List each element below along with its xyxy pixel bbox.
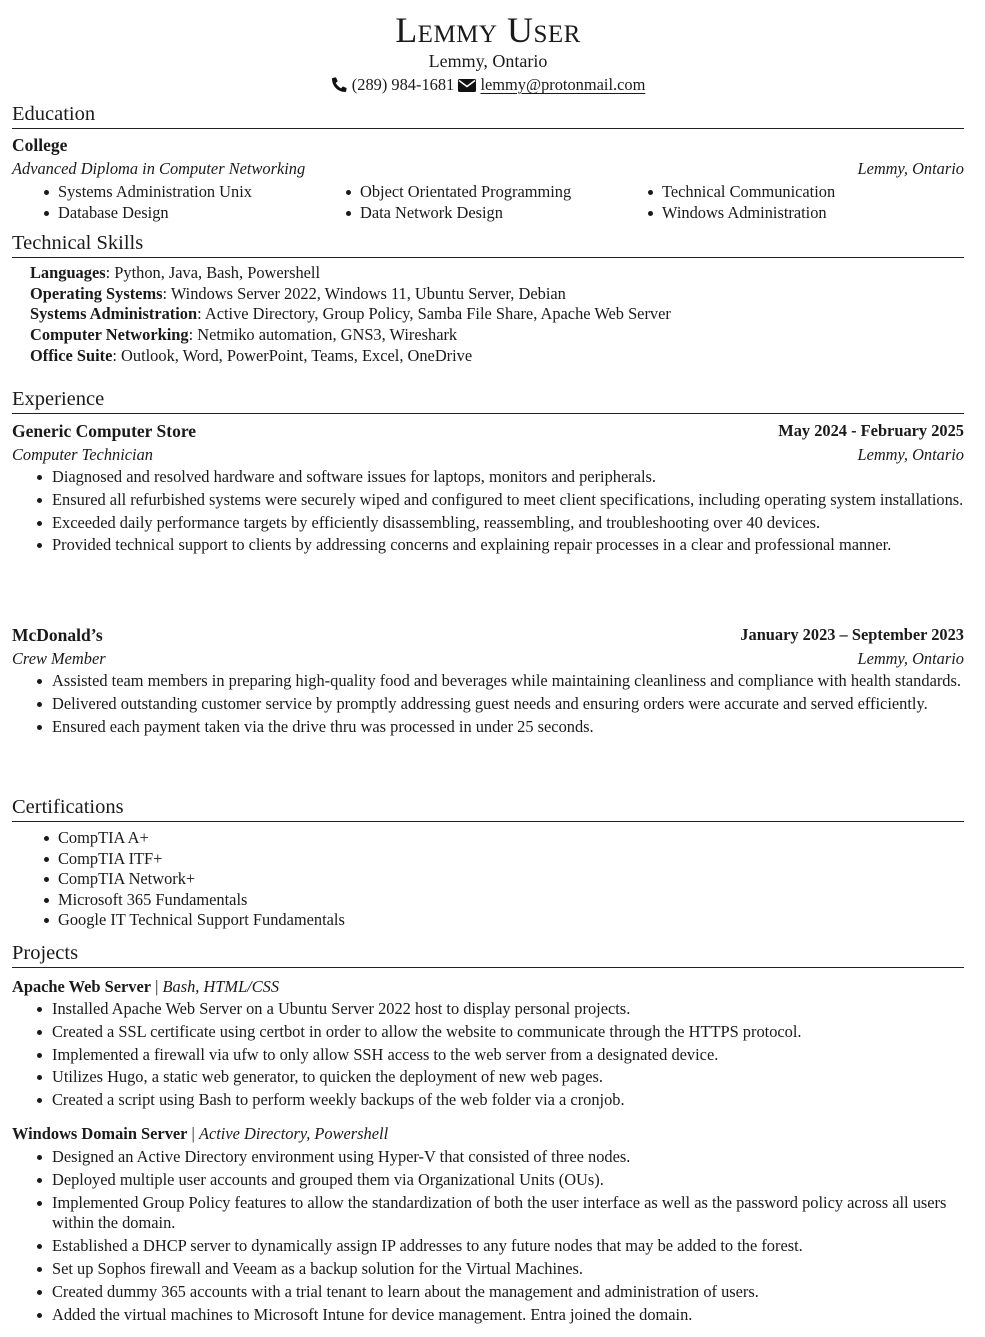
job-dates: May 2024 - February 2025 bbox=[778, 421, 964, 440]
list-item: Established a DHCP server to dynamically assign IP addresses to any future nodes that may be added to the forest. bbox=[52, 1236, 964, 1257]
envelope-icon bbox=[458, 75, 476, 94]
list-item: Designed an Active Directory environment using Hyper-V that consisted of three nodes. bbox=[52, 1147, 964, 1168]
list-item: Implemented Group Policy features to allow the standardization of both the user interface as well as the password policy across all users within the domain. bbox=[52, 1193, 964, 1235]
skill-label: Operating Systems bbox=[30, 283, 163, 303]
school-name: College bbox=[12, 135, 68, 155]
email-link[interactable]: lemmy@protonmail.com bbox=[480, 75, 646, 94]
job-dates: January 2023 – September 2023 bbox=[740, 625, 964, 644]
list-item: Created dummy 365 accounts with a trial tenant to learn about the management and administration of users. bbox=[52, 1282, 964, 1303]
project-separator: | bbox=[151, 977, 163, 996]
list-item: Created a script using Bash to perform weekly backups of the web folder via a cronjob. bbox=[52, 1090, 964, 1111]
course-item: Windows Administration bbox=[662, 203, 964, 224]
job-bullets bbox=[52, 467, 964, 558]
project-separator: | bbox=[187, 1124, 199, 1143]
project-name: Apache Web Server bbox=[12, 977, 151, 996]
skill-value: : Netmiko automation, GNS3, Wireshark bbox=[188, 325, 458, 345]
skill-value: : Active Directory, Group Policy, Samba File Share, Apache Web Server bbox=[197, 304, 671, 324]
course-item: Database Design bbox=[58, 203, 360, 224]
list-item: Implemented a firewall via ufw to only allow SSH access to the web server from a designated device. bbox=[52, 1045, 964, 1066]
project-name: Windows Domain Server bbox=[12, 1124, 188, 1143]
skill-label: Office Suite bbox=[30, 345, 113, 365]
skill-value: : Windows Server 2022, Windows 11, Ubuntu Server, Debian bbox=[162, 283, 566, 303]
job-subheader bbox=[12, 649, 964, 670]
skill-row bbox=[30, 325, 964, 346]
section-certifications: Certifications bbox=[12, 795, 964, 822]
list-item: CompTIA ITF+ bbox=[58, 849, 964, 870]
education-location: Lemmy, Ontario bbox=[857, 159, 964, 178]
certification-list bbox=[58, 828, 964, 931]
skill-value: : Outlook, Word, PowerPoint, Teams, Excel, OneDrive bbox=[112, 345, 473, 365]
list-item: Installed Apache Web Server on a Ubuntu Server 2022 host to display personal projects. bbox=[52, 999, 964, 1020]
list-item: Delivered outstanding customer service by promptly addressing guest needs and ensuring orders were accurate and served efficiently. bbox=[52, 694, 964, 715]
course-list bbox=[58, 182, 964, 224]
list-item: Diagnosed and resolved hardware and software issues for laptops, monitors and peripherals. bbox=[52, 467, 964, 488]
list-item: Set up Sophos firewall and Veeam as a backup solution for the Virtual Machines. bbox=[52, 1259, 964, 1280]
job-header bbox=[12, 421, 964, 442]
project-bullets bbox=[52, 1147, 964, 1327]
degree: Advanced Diploma in Computer Networking bbox=[12, 159, 306, 178]
list-item: CompTIA A+ bbox=[58, 828, 964, 849]
project-tech: Active Directory, Powershell bbox=[198, 1124, 389, 1143]
project-header bbox=[12, 1124, 964, 1145]
skill-row bbox=[30, 263, 964, 284]
section-technical-skills: Technical Skills bbox=[12, 231, 964, 258]
job-location: Lemmy, Ontario bbox=[857, 445, 964, 464]
list-item: Added the virtual machines to Microsoft Intune for device management. Entra joined the domain. bbox=[52, 1305, 964, 1326]
list-item: Utilizes Hugo, a static web generator, to quicken the deployment of new web pages. bbox=[52, 1067, 964, 1088]
resume-name: Lemmy User bbox=[395, 10, 581, 50]
skill-label: Systems Administration bbox=[30, 304, 198, 324]
skill-row bbox=[30, 304, 964, 325]
contact-line bbox=[12, 74, 964, 96]
phone-icon bbox=[331, 75, 348, 94]
section-projects: Projects bbox=[12, 941, 964, 968]
education-degree-row bbox=[12, 159, 964, 180]
list-item: Microsoft 365 Fundamentals bbox=[58, 890, 964, 911]
job-header bbox=[12, 625, 964, 646]
list-item: CompTIA Network+ bbox=[58, 869, 964, 890]
list-item: Deployed multiple user accounts and grouped them via Organizational Units (OUs). bbox=[52, 1170, 964, 1191]
list-item: Exceeded daily performance targets by efficiently disassembling, reassembling, and troubleshooting over 40 devices. bbox=[52, 513, 964, 534]
project-bullets bbox=[52, 999, 964, 1113]
course-item: Systems Administration Unix bbox=[58, 182, 360, 203]
list-item: Ensured each payment taken via the drive thru was processed in under 25 seconds. bbox=[52, 717, 964, 738]
section-education: Education bbox=[12, 102, 964, 129]
skills-list bbox=[30, 263, 964, 367]
skill-label: Computer Networking bbox=[30, 325, 189, 345]
list-item: Ensured all refurbished systems were securely wiped and configured to meet client specifications, including operating system installations. bbox=[52, 489, 964, 509]
job-title: Computer Technician bbox=[12, 445, 153, 464]
list-item: Created a SSL certificate using certbot in order to allow the website to communicate through the HTTPS protocol. bbox=[52, 1022, 964, 1043]
course-item: Object Orientated Programming bbox=[360, 182, 662, 203]
job-location: Lemmy, Ontario bbox=[857, 649, 964, 668]
job-bullets bbox=[52, 671, 964, 739]
job-title: Crew Member bbox=[12, 649, 106, 668]
header-location: Lemmy, Ontario bbox=[428, 51, 548, 71]
company-name: McDonald’s bbox=[12, 625, 103, 645]
job-subheader bbox=[12, 445, 964, 466]
skill-label: Languages bbox=[30, 263, 106, 282]
section-experience: Experience bbox=[12, 387, 964, 414]
education-entry bbox=[12, 135, 964, 156]
company-name: Generic Computer Store bbox=[12, 421, 197, 441]
list-item: Assisted team members in preparing high-quality food and beverages while maintaining cleanliness and compliance with health standards. bbox=[52, 671, 964, 692]
course-item: Technical Communication bbox=[662, 182, 964, 203]
project-tech: Bash, HTML/CSS bbox=[162, 977, 280, 996]
skill-row bbox=[30, 284, 964, 305]
phone-number: (289) 984-1681 bbox=[351, 75, 455, 94]
list-item: Google IT Technical Support Fundamentals bbox=[58, 910, 964, 931]
list-item: Provided technical support to clients by addressing concerns and explaining repair processes in a clear and professional manner. bbox=[52, 535, 964, 556]
project-header bbox=[12, 977, 964, 998]
skill-row bbox=[30, 346, 964, 367]
skill-value: : Python, Java, Bash, Powershell bbox=[105, 263, 321, 282]
course-item: Data Network Design bbox=[360, 203, 662, 224]
